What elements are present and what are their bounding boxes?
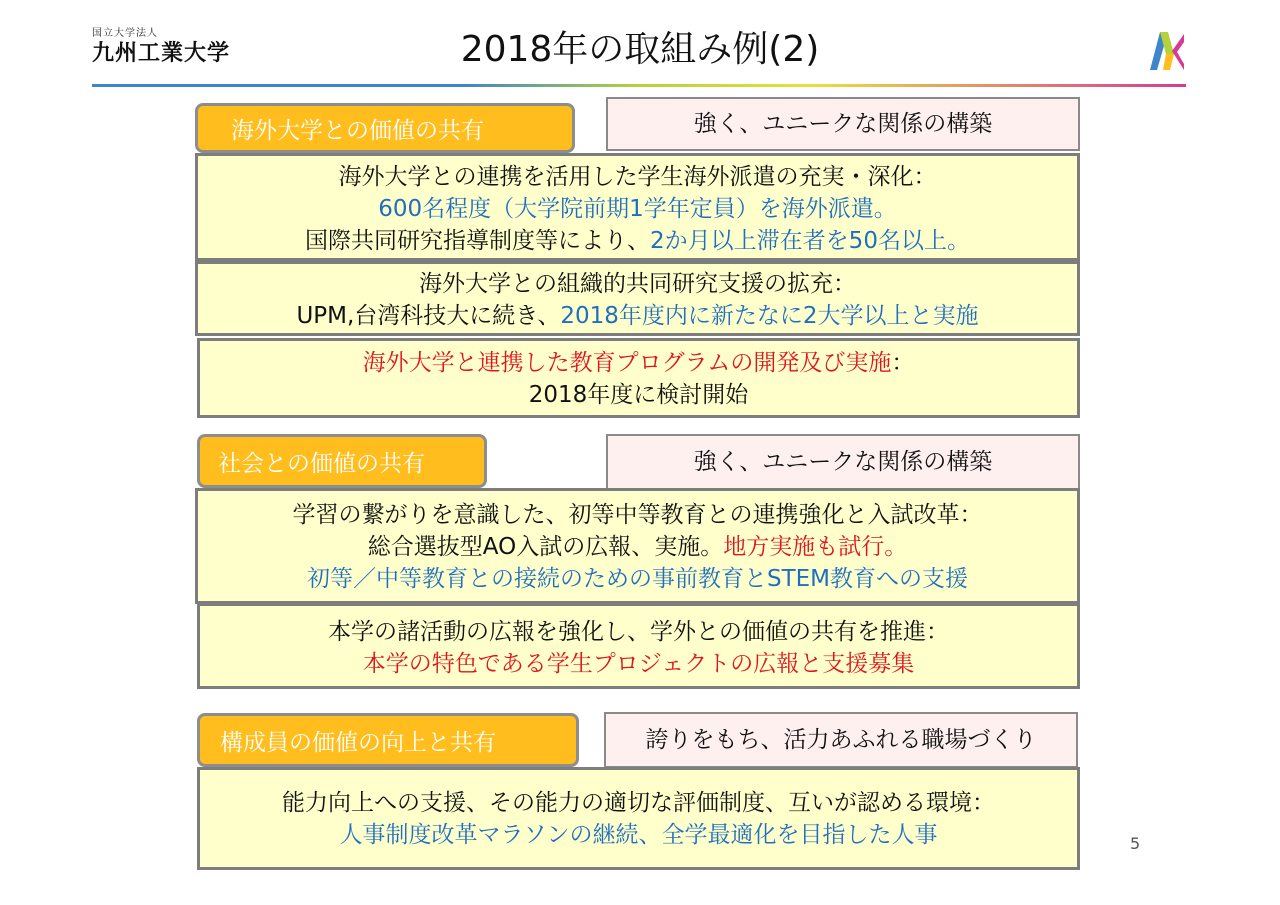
kyutech-logo-icon: [1146, 30, 1186, 72]
item-line: 600名程度（大学院前期1学年定員）を海外派遣。: [378, 196, 897, 222]
item-line: UPM,台湾科技大に続き、2018年度内に新たなに2大学以上と実施: [296, 303, 979, 329]
section-goal-society: [606, 434, 1080, 490]
section-goal-label: 誇りをもち、活力あふれる職場づくり: [645, 727, 1037, 753]
item-line: 本学の諸活動の広報を強化し、学外との価値の共有を推進：: [328, 619, 949, 645]
section-tag-label: 社会との価値の共有: [218, 451, 425, 477]
item-line: 能力向上への支援、その能力の適切な評価制度、互いが認める環境：: [282, 790, 995, 816]
institution-small-label: 国立大学法人: [92, 28, 158, 39]
title-divider: [92, 84, 1186, 87]
university-logo-text: [92, 28, 230, 68]
item-line: 海外大学と連携した教育プログラムの開発及び実施：: [362, 350, 915, 376]
section-tag-label: 海外大学との価値の共有: [231, 118, 484, 144]
item-box-joint-research: [195, 261, 1080, 336]
section-goal-label: 強く、ユニークな関係の構築: [693, 111, 993, 137]
section-goal-label: 強く、ユニークな関係の構築: [693, 449, 993, 475]
item-line: 2018年度に検討開始: [528, 382, 749, 408]
section-goal-international: [606, 97, 1080, 151]
item-box-admission-reform: [195, 488, 1080, 604]
item-box-public-relations: [197, 603, 1080, 689]
item-box-education-program: [197, 338, 1080, 418]
page-title: 2018年の取組み例(2): [460, 29, 820, 70]
page-number: 5: [1130, 834, 1141, 853]
item-line: 本学の特色である学生プロジェクトの広報と支援募集: [362, 651, 915, 677]
item-line: 総合選抜型AO入試の広報、実施。地方実施も試行。: [367, 534, 908, 560]
section-tag-international: [195, 103, 575, 153]
item-box-hr-reform: [197, 767, 1080, 870]
item-line: 人事制度改革マラソンの継続、全学最適化を目指した人事: [339, 822, 938, 848]
section-tag-label: 構成員の価値の向上と共有: [220, 730, 496, 756]
section-goal-staff: [604, 712, 1078, 768]
item-line: 初等／中等教育との接続のための事前教育とSTEM教育への支援: [306, 566, 969, 592]
item-line: 国際共同研究指導制度等により、2か月以上滞在者を50名以上。: [305, 228, 970, 254]
institution-name: 九州工業大学: [92, 41, 231, 66]
item-line: 海外大学との連携を活用した学生海外派遣の充実・深化：: [338, 164, 937, 190]
item-box-student-dispatch: [195, 153, 1080, 261]
item-line: 学習の繋がりを意識した、初等中等教育との連携強化と入試改革：: [292, 502, 983, 528]
section-tag-staff: [197, 713, 579, 767]
section-tag-society: [197, 434, 487, 488]
item-line: 海外大学との組織的共同研究支援の拡充：: [419, 271, 856, 297]
